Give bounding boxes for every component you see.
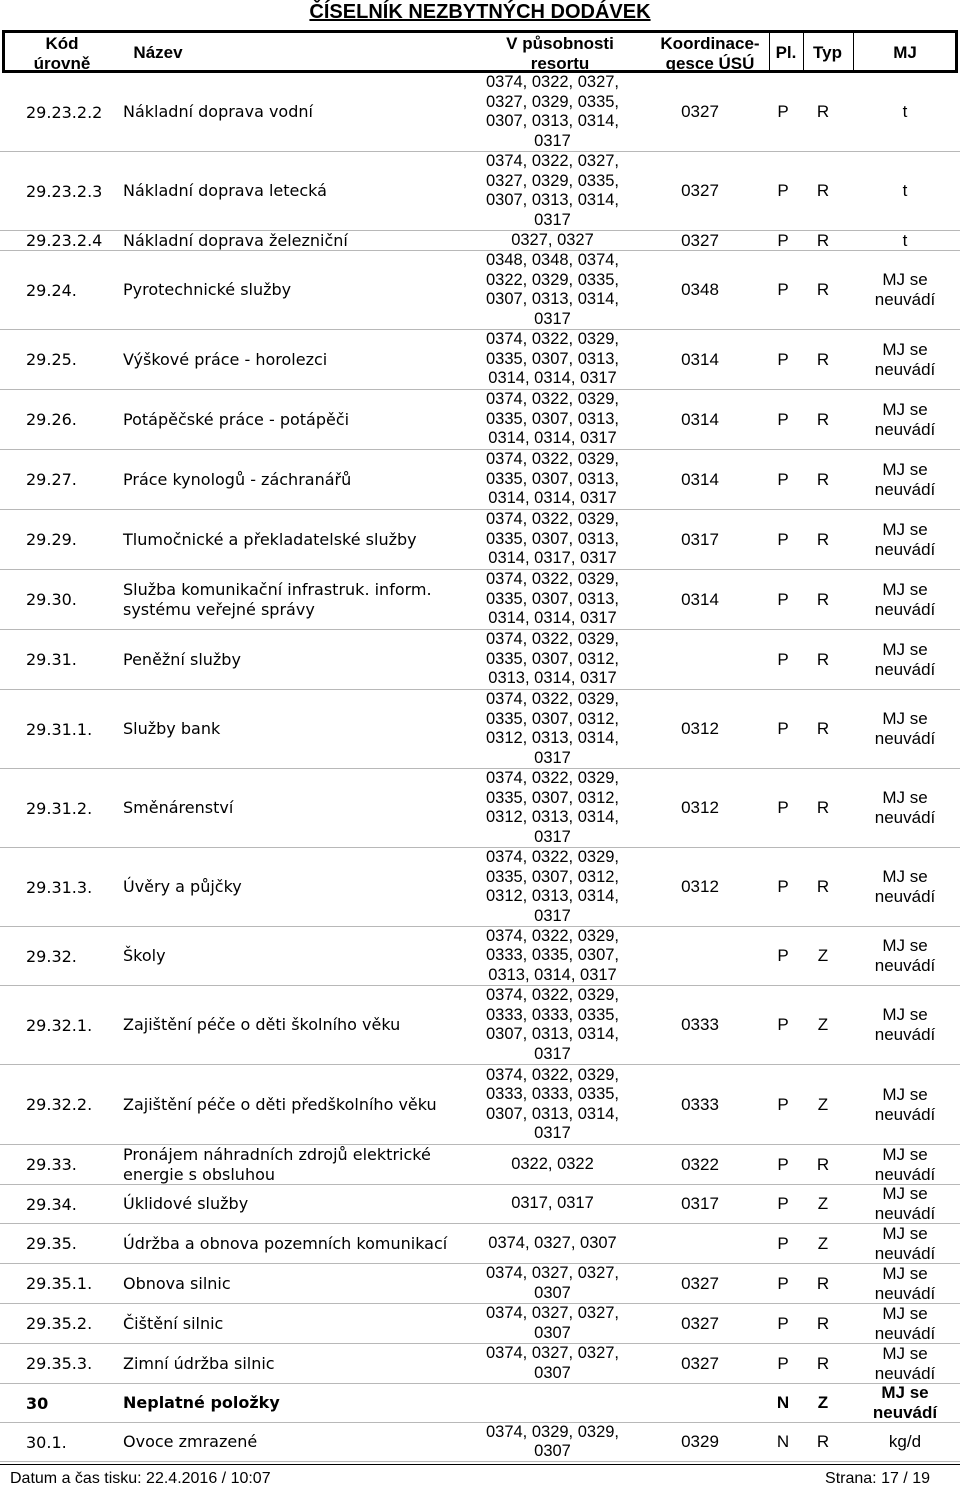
row-code: 29.30. — [26, 590, 77, 609]
row-name: Směnárenství — [123, 798, 234, 817]
row-code: 29.32.1. — [26, 1015, 93, 1035]
row-scope: 0374, 0322, 0329, 0335, 0307, 0313, 0314, 0314, 0317 — [485, 330, 620, 388]
row-pl: P — [777, 1194, 789, 1213]
row-mj: MJ se neuvádí — [874, 788, 936, 827]
table-row — [0, 510, 960, 570]
table-row — [0, 1224, 960, 1264]
row-scope: 0374, 0322, 0329, 0333, 0333, 0335, 0307, 0313, 0314, 0317 — [485, 1065, 620, 1142]
row-code: 29.34. — [26, 1194, 77, 1214]
row-mj: MJ se neuvádí — [874, 459, 936, 499]
row-mj: MJ se neuvádí — [874, 339, 936, 379]
row-mj: MJ se neuvádí — [872, 1383, 938, 1422]
row-mj: MJ se neuvádí — [874, 1343, 936, 1383]
row-typ: R — [816, 798, 830, 817]
header-coord-line2: gesce ÚSÚ — [665, 54, 755, 73]
table-row — [0, 1145, 960, 1185]
row-pl: P — [777, 1015, 789, 1034]
table-row — [0, 570, 960, 630]
row-scope: 0374, 0322, 0329, 0335, 0307, 0313, 0314, 0314, 0317 — [485, 390, 620, 448]
row-scope: 0374, 0327, 0307 — [488, 1233, 617, 1252]
row-scope — [470, 1384, 635, 1422]
row-mj: MJ se neuvádí — [874, 1144, 936, 1184]
row-name: Zimní údržba silnic — [123, 1353, 275, 1373]
row-name: Nákladní doprava vodní — [123, 102, 313, 121]
row-code: 29.23.2.2 — [26, 102, 103, 122]
row-typ: R — [816, 1432, 830, 1451]
table-row — [0, 330, 960, 390]
row-mj: MJ se neuvádí — [874, 519, 936, 559]
row-coord: 0327 — [681, 230, 719, 250]
row-scope: 0374, 0322, 0329, 0335, 0307, 0312, 0312, 0313, 0314, 0317 — [485, 848, 620, 925]
row-scope: 0374, 0322, 0329, 0335, 0307, 0313, 0314, 0317, 0317 — [485, 510, 620, 568]
row-scope: 0374, 0322, 0329, 0333, 0335, 0307, 0313, 0314, 0317 — [485, 926, 620, 984]
row-coord: 0348 — [681, 280, 719, 299]
row-coord — [660, 927, 740, 985]
row-scope: 0374, 0327, 0327, 0307 — [485, 1304, 620, 1342]
table-row — [0, 927, 960, 986]
row-typ: R — [816, 280, 830, 299]
row-name: Pyrotechnické služby — [123, 280, 292, 299]
table-row — [0, 630, 960, 690]
row-coord: 0327 — [681, 1353, 719, 1373]
row-name: Nákladní doprava letecká — [123, 181, 327, 200]
row-scope: 0374, 0327, 0327, 0307 — [485, 1344, 620, 1382]
table-row — [0, 848, 960, 927]
row-typ: Z — [817, 1015, 829, 1034]
row-coord: 0314 — [681, 469, 719, 489]
row-scope: 0327, 0327 — [511, 230, 594, 249]
row-scope: 0374, 0329, 0329, 0307 — [485, 1422, 620, 1460]
table-row — [0, 1423, 960, 1462]
row-code: 29.31.3. — [26, 877, 93, 897]
table-row — [0, 1065, 960, 1145]
row-typ: R — [816, 877, 830, 896]
row-coord: 0322 — [681, 1154, 719, 1174]
table-row — [0, 251, 960, 330]
row-code: 29.27. — [26, 470, 77, 489]
row-typ: Z — [817, 1393, 829, 1412]
header-name: Název — [133, 43, 183, 62]
row-pl: P — [777, 946, 789, 965]
table-row — [0, 73, 960, 152]
row-scope: 0374, 0322, 0327, 0327, 0329, 0335, 0307, 0313, 0314, 0317 — [485, 152, 620, 229]
row-mj: MJ se neuvádí — [874, 1005, 936, 1044]
row-name: Výškové práce - horolezci — [123, 349, 328, 369]
row-pl: P — [777, 529, 789, 549]
row-code: 29.35.3. — [26, 1354, 93, 1373]
table-row — [0, 390, 960, 450]
table-row — [0, 450, 960, 510]
print-datetime: Datum a čas tisku: 22.4.2016 / 10:07 — [10, 1470, 271, 1487]
row-scope: 0322, 0322 — [511, 1154, 594, 1173]
row-pl: P — [777, 798, 789, 817]
row-pl: P — [777, 1273, 789, 1293]
row-pl: N — [776, 1393, 790, 1412]
row-pl: P — [777, 1313, 789, 1333]
row-coord: 0333 — [681, 1094, 719, 1114]
row-pl: P — [777, 1154, 789, 1174]
row-mj: MJ se neuvádí — [874, 867, 936, 906]
row-typ: R — [816, 649, 830, 669]
table-row — [0, 1344, 960, 1384]
row-typ: Z — [817, 1233, 829, 1253]
row-typ: R — [816, 1313, 830, 1333]
row-pl: P — [777, 649, 789, 669]
row-code: 29.31.1. — [26, 719, 93, 739]
row-mj: MJ se neuvádí — [874, 1223, 936, 1263]
row-pl: P — [777, 409, 789, 429]
row-scope: 0374, 0327, 0327, 0307 — [485, 1264, 620, 1302]
row-mj: MJ se neuvádí — [874, 579, 936, 619]
row-name: Zajištění péče o děti školního věku — [123, 1015, 401, 1034]
header-pl: Pl. — [775, 43, 797, 62]
row-name: Potápěčské práce - potápěči — [123, 409, 350, 429]
row-typ: R — [816, 1353, 830, 1373]
row-scope: 0374, 0322, 0329, 0335, 0307, 0313, 0314, 0314, 0317 — [485, 450, 620, 508]
row-coord: 0314 — [681, 409, 719, 429]
row-name: Pronájem náhradních zdrojů elektrické energie s obsluhou — [123, 1144, 431, 1184]
row-mj: t — [902, 181, 908, 200]
row-typ: R — [816, 1154, 830, 1174]
row-code: 29.35.1. — [26, 1274, 93, 1293]
table-row — [0, 231, 960, 251]
row-mj: MJ se neuvádí — [874, 1084, 936, 1124]
row-scope: 0374, 0322, 0329, 0333, 0333, 0335, 0307, 0313, 0314, 0317 — [485, 986, 620, 1063]
row-scope: 0374, 0322, 0329, 0335, 0307, 0312, 0313, 0314, 0317 — [485, 630, 620, 688]
row-coord: 0312 — [681, 877, 719, 896]
row-typ: Z — [817, 946, 829, 965]
row-coord: 0317 — [681, 529, 719, 549]
row-typ: R — [816, 719, 830, 738]
row-mj: MJ se neuvádí — [874, 1263, 936, 1303]
row-pl: N — [776, 1432, 790, 1451]
row-name: Školy — [123, 946, 166, 965]
row-typ: Z — [817, 1094, 829, 1114]
row-mj: MJ se neuvádí — [874, 936, 936, 975]
row-typ: R — [816, 181, 830, 200]
header-typ: Typ — [813, 43, 842, 62]
row-mj: kg/d — [888, 1432, 922, 1451]
table-row — [0, 1384, 960, 1423]
row-name: Služby bank — [123, 719, 221, 738]
row-scope: 0374, 0322, 0329, 0335, 0307, 0312, 0312, 0313, 0314, 0317 — [485, 690, 620, 767]
row-coord: 0317 — [681, 1194, 719, 1213]
table-row — [0, 1185, 960, 1224]
row-coord: 0314 — [681, 349, 719, 369]
row-typ: R — [816, 469, 830, 489]
row-scope: 0374, 0322, 0329, 0335, 0307, 0313, 0314, 0314, 0317 — [485, 570, 620, 628]
row-pl: P — [777, 1353, 789, 1373]
table-row — [0, 986, 960, 1065]
row-code: 29.33. — [26, 1155, 77, 1174]
row-code: 29.25. — [26, 350, 77, 369]
row-mj: MJ se neuvádí — [874, 639, 936, 679]
row-name: Úvěry a půjčky — [123, 877, 242, 896]
row-typ: R — [816, 409, 830, 429]
row-coord: 0312 — [681, 719, 719, 738]
row-name: Obnova silnic — [123, 1273, 231, 1293]
row-coord: 0327 — [681, 1273, 719, 1293]
row-mj: MJ se neuvádí — [874, 1303, 936, 1343]
row-pl: P — [777, 719, 789, 738]
row-coord — [660, 1224, 740, 1263]
row-typ: R — [816, 102, 830, 121]
row-pl: P — [777, 280, 789, 299]
row-pl: P — [777, 877, 789, 896]
table-row — [0, 690, 960, 769]
row-coord — [660, 1384, 740, 1422]
row-typ: R — [816, 589, 830, 609]
row-code: 29.23.2.3 — [26, 181, 103, 201]
row-coord — [660, 630, 740, 689]
row-pl: P — [777, 469, 789, 489]
row-mj: MJ se neuvádí — [874, 399, 936, 439]
row-name: Zajištění péče o děti předškolního věku — [123, 1094, 437, 1114]
row-scope: 0317, 0317 — [511, 1194, 594, 1213]
row-pl: P — [777, 349, 789, 369]
row-scope: 0374, 0322, 0329, 0335, 0307, 0312, 0312, 0313, 0314, 0317 — [485, 769, 620, 846]
row-mj: MJ se neuvádí — [874, 1184, 936, 1223]
table-row — [0, 1264, 960, 1304]
page-number: Strana: 17 / 19 — [825, 1470, 930, 1487]
row-code: 29.23.2.4 — [26, 231, 103, 250]
row-name: Nákladní doprava železniční — [123, 230, 348, 250]
row-name: Čištění silnic — [123, 1313, 224, 1333]
row-code: 29.29. — [26, 530, 77, 549]
row-code: 30.1. — [26, 1432, 67, 1452]
row-pl: P — [777, 589, 789, 609]
table-row — [0, 1304, 960, 1344]
row-code: 29.26. — [26, 410, 77, 429]
row-typ: Z — [817, 1194, 829, 1213]
row-code: 29.35. — [26, 1234, 77, 1253]
row-name: Tlumočnické a překladatelské služby — [123, 529, 417, 549]
row-code: 30 — [26, 1393, 49, 1413]
row-name: Údržba a obnova pozemních komunikací — [123, 1233, 448, 1253]
header-coord-line1: Koordinace- — [660, 34, 760, 53]
row-code: 29.31.2. — [26, 798, 93, 818]
row-typ: R — [816, 529, 830, 549]
row-name: Práce kynologů - záchranářů — [123, 469, 352, 489]
row-scope: 0348, 0348, 0374, 0322, 0329, 0335, 0307, 0313, 0314, 0317 — [485, 251, 620, 328]
row-name: Úklidové služby — [123, 1194, 249, 1213]
page-footer — [0, 1464, 960, 1491]
header-scope-line1: V působnosti — [506, 34, 614, 53]
page-title: ČÍSELNÍK NEZBYTNÝCH DODÁVEK — [309, 1, 651, 23]
row-typ: R — [816, 349, 830, 369]
row-pl: P — [777, 181, 789, 200]
row-code: 29.24. — [26, 280, 77, 300]
row-coord: 0327 — [681, 181, 719, 200]
row-code: 29.31. — [26, 650, 77, 669]
row-mj: MJ se neuvádí — [874, 709, 936, 748]
row-code: 29.35.2. — [26, 1314, 93, 1333]
row-coord: 0314 — [681, 589, 719, 609]
row-name: Ovoce zmrazené — [123, 1432, 258, 1451]
row-code: 29.32. — [26, 946, 77, 966]
header-mj: MJ — [893, 43, 917, 62]
table-row — [0, 769, 960, 848]
header-code-line2: úrovně — [33, 54, 91, 73]
row-coord: 0327 — [681, 102, 719, 121]
row-name: Peněžní služby — [123, 649, 241, 669]
row-pl: P — [777, 230, 789, 250]
table-row — [0, 152, 960, 231]
header-code-line1: Kód — [45, 34, 79, 53]
header-scope-line2: resortu — [530, 54, 590, 73]
row-mj: t — [902, 230, 908, 250]
row-pl: P — [777, 102, 789, 121]
row-mj: MJ se neuvádí — [874, 270, 936, 309]
row-typ: R — [816, 1273, 830, 1293]
row-typ: R — [816, 230, 830, 250]
row-scope: 0374, 0322, 0327, 0327, 0329, 0335, 0307, 0313, 0314, 0317 — [485, 73, 620, 150]
row-pl: P — [777, 1094, 789, 1114]
row-coord: 0329 — [681, 1432, 719, 1451]
row-coord: 0312 — [681, 798, 719, 817]
row-name: Služba komunikační infrastruk. inform. systému veřejné správy — [123, 579, 432, 619]
row-code: 29.32.2. — [26, 1095, 93, 1114]
row-coord: 0327 — [681, 1313, 719, 1333]
row-name: Neplatné položky — [123, 1393, 280, 1412]
row-coord: 0333 — [681, 1015, 719, 1034]
row-mj: t — [902, 102, 908, 121]
row-pl: P — [777, 1233, 789, 1253]
